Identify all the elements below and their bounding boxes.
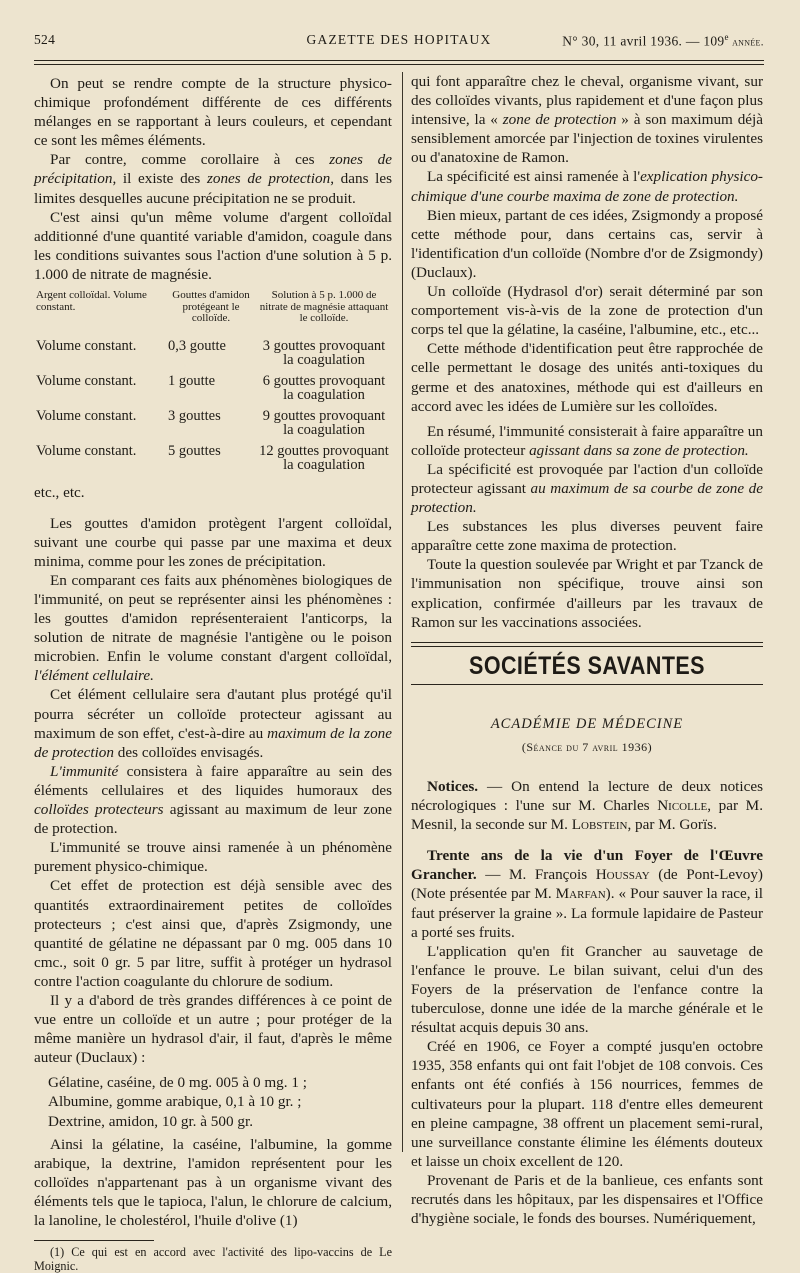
paragraph: La spécificité est ainsi ramenée à l'explication physico-chimique d'une courbe maxima de zone de protection. [411,168,763,205]
issue-text: N° 30, 11 avril 1936. — 109 [562,33,725,49]
paragraph: La spécificité est provoquée par l'action d'un colloïde protecteur agissant au maximum de sa courbe de zone de protection. [411,460,763,517]
page-number: 524 [34,32,56,47]
section-rule-thin [411,646,763,647]
paragraph: C'est ainsi qu'un même volume d'argent colloïdal additionné d'une quantité variable d'amidon, coagule dans les conditions suivantes sous l'action d'une solution à 5 p. 1.000 de nitrate de magnésie. [34,208,392,283]
paragraph: L'immunité se trouve ainsi ramenée à un phénomène purement physico-chimique. [34,839,392,876]
paragraph: Un colloïde (Hydrasol d'or) serait déterminé par son comportement vis-à-vis de la zone de protection d'un corps tel que la gélatine, la caséine, l'albumine, etc., etc... [411,283,763,339]
header-rule-thin [34,64,764,65]
notice-paragraph: Trente ans de la vie d'un Foyer de l'Œuvre Grancher. — M. François Houssay (de Pont-Levoy) (Note présentée par M. Marfan). « Pour sauver la race, il faut préserver la graine ». La formule lapidaire de Pasteur a porté ses fruits. [411,847,763,941]
paragraph: Bien mieux, partant de ces idées, Zsigmondy a proposé cette méthode pour, dans certains cas, servir à l'identification d'un colloïde (Nombre d'or de Zsigmondy) (Duclaux). [411,206,763,281]
substance-list [34,1073,392,1130]
paragraph: Cet élément cellulaire sera d'autant plus protégé qu'il pourra sécréter un colloïde protecteur agissant au maximum de son effet, c'est-à-dire au maximum de la zone de protection des colloïdes envisagés. [34,686,392,761]
list-item: Gélatine, caséine, de 0 mg. 005 à 0 mg. 1 ; [48,1074,307,1092]
issue-info [562,32,764,50]
list-item: Dextrine, amidon, 10 gr. à 500 gr. [48,1112,253,1130]
table-row: Volume constant. 3 gouttes 9 gouttes provoquant la coagulation [36,407,386,438]
paragraph: En résumé, l'immunité consisterait à faire apparaître un colloïde protecteur agissant dans sa zone de protection. [411,422,763,459]
table-etc: etc., etc. [34,483,85,501]
section-rule [411,642,763,643]
paragraph: Cet effet de protection est déjà sensible avec des quantités extraordinairement petites de colloïdes protecteurs ; c'est ainsi que, d'après Zsigmondy, une quantité de gélatine ne dépassant par 0 mg. 005 dans 10 cmc., soit 0 gr. 5 par litre, suffit à protéger un hydrasol contre l'action coagulante du chlorure de sodium. [34,877,392,990]
issue-tail: année. [728,34,764,49]
section-rule-bottom [411,684,763,685]
list-item: Albumine, gomme arabique, 0,1 à 10 gr. ; [48,1093,302,1111]
data-table [34,290,392,479]
table-row: Volume constant. 0,3 goutte 3 gouttes provoquant la coagulation [36,337,386,368]
table-row: Volume constant. 1 goutte 6 gouttes provoquant la coagulation [36,372,386,403]
paragraph: Ainsi la gélatine, la caséine, l'albumine, la gomme arabique, la dextrine, l'amidon représentent pour les colloïdes n'appartenant pas à un organisme vivant des éléments tels que le tapioca, l'alun, le chlorure de calcium, la lanoline, le cholestérol, l'huile d'olive (1) [34,1135,392,1229]
academy-heading: ACADÉMIE DE MÉDECINE [490,715,684,732]
paragraph: Il y a d'abord de très grandes différences à ce point de vue entre un colloïde et un autre ; pour protéger de la même manière un hydrasol d'air, il faut, d'après le même auteur (Duclaux) : [34,991,392,1067]
table-header-row [34,290,392,339]
paragraph: Les gouttes d'amidon protègent l'argent colloïdal, suivant une courbe qui passe par une maxima et deux minima, comme pour les zones de précipitation. [34,514,392,570]
table-row: Volume constant. 5 gouttes 12 gouttes provoquant la coagulation [36,442,389,473]
paragraph: Créé en 1906, ce Foyer a compté jusqu'en octobre 1935, 358 enfants qui ont fait l'objet de 108 convois. Ces enfants ont été confiés à 156 nourrices, femmes de cultivateurs pour la plupart. 118 d'entre elles demeurent en pleine campagne, 38 offrent un placement semi-rural, une surveillance constante élimine les éléments douteux et laisse un choix excellent de 120. [411,1038,763,1170]
footnote: (1) Ce qui est en accord avec l'activité des lipo-vaccins de Le Moignic. [34,1245,392,1273]
page-header [34,30,764,52]
left-column [34,74,392,1273]
paragraph: Les substances les plus diverses peuvent faire apparaître cette zone maxima de protection. [411,518,763,555]
paragraph: Toute la question soulevée par Wright et par Tzanck de l'immunisation non spécifique, trouve ainsi son explication, confirmée d'ailleurs par les travaux de Ramon sur les vaccinations associées. [411,556,763,631]
paragraph: On peut se rendre compte de la structure physico-chimique profondément différente de ces différents mélanges en se rapportant à leurs couleurs, et cependant ce sont les mêmes éléments. [34,75,392,150]
paragraph: Par contre, comme corollaire à ces zones de précipitation, il existe des zones de protection, dans les limites desquelles aucune précipitation ne se produit. [34,151,392,207]
paragraph: L'immunité consistera à faire apparaître au sein des éléments cellulaires et des liquides humoraux des colloïdes protecteurs agissant au maximum de leur zone de protection. [34,762,393,838]
notice-paragraph: Notices. — On entend la lecture de deux notices nécrologiques : l'une sur M. Charles Nicolle, par M. Mesnil, la seconde sur M. Lobstein, par M. Gorïs. [411,778,763,834]
section-banner: SOCIÉTÉS SAVANTES [469,651,705,680]
seance-date: (Séance du 7 avril 1936) [521,739,653,754]
footnote-rule [34,1240,154,1241]
right-column [411,72,763,1228]
table-header: Solution à 5 p. 1.000 de nitrate de magnésie attaquant le colloïde. [259,289,389,325]
issue-sup: e [724,32,729,42]
journal-title: GAZETTE DES HOPITAUX [306,32,492,47]
paragraph: Provenant de Paris et de la banlieue, ces enfants sont recrutés dans les hôpitaux, par les dispensaires et l'Office d'hygiène sociale, le fonds des bourses. Numériquement, [411,1171,763,1228]
table-header: Argent colloïdal. Volume constant. [36,289,147,313]
paragraph: L'application qu'en fit Grancher au sauvetage de l'enfance le prouve. Le bilan suivant, celui d'un des Foyers de la préservation de l'enfance contre la tuberculose, donne une idée de la marche générale et le résultat acquis depuis 30 ans. [411,942,763,1037]
table-header: Gouttes d'amidon protégeant le colloïde. [172,289,250,325]
paragraph: En comparant ces faits aux phénomènes biologiques de l'immunité, on peut se représenter ainsi les phénomènes : les gouttes d'amidon représenteraient l'anticorps, la solution de nitrate de magnésie l'antigène ou le poison microbien. Enfin le volume constant d'argent colloïdal, l'élément cellulaire. [34,571,392,685]
paragraph: Cette méthode d'identification peut être rapprochée de celle permettant le dosage des unités anti-toxiques du germe et des anatoxines, méthode qui est d'ailleurs en accord avec les idées de Lumière sur les colloïdes. [411,340,763,415]
header-rule [34,60,764,61]
paragraph: qui font apparaître chez le cheval, organisme vivant, sur des colloïdes vivants, plus rapidement et d'une façon plus intensive, la « zone de protection » à son maximum déjà sensiblement amorcée par l'injection de toxines virulentes ou d'anatoxine de Ramon. [411,73,763,167]
column-divider [402,72,403,1152]
